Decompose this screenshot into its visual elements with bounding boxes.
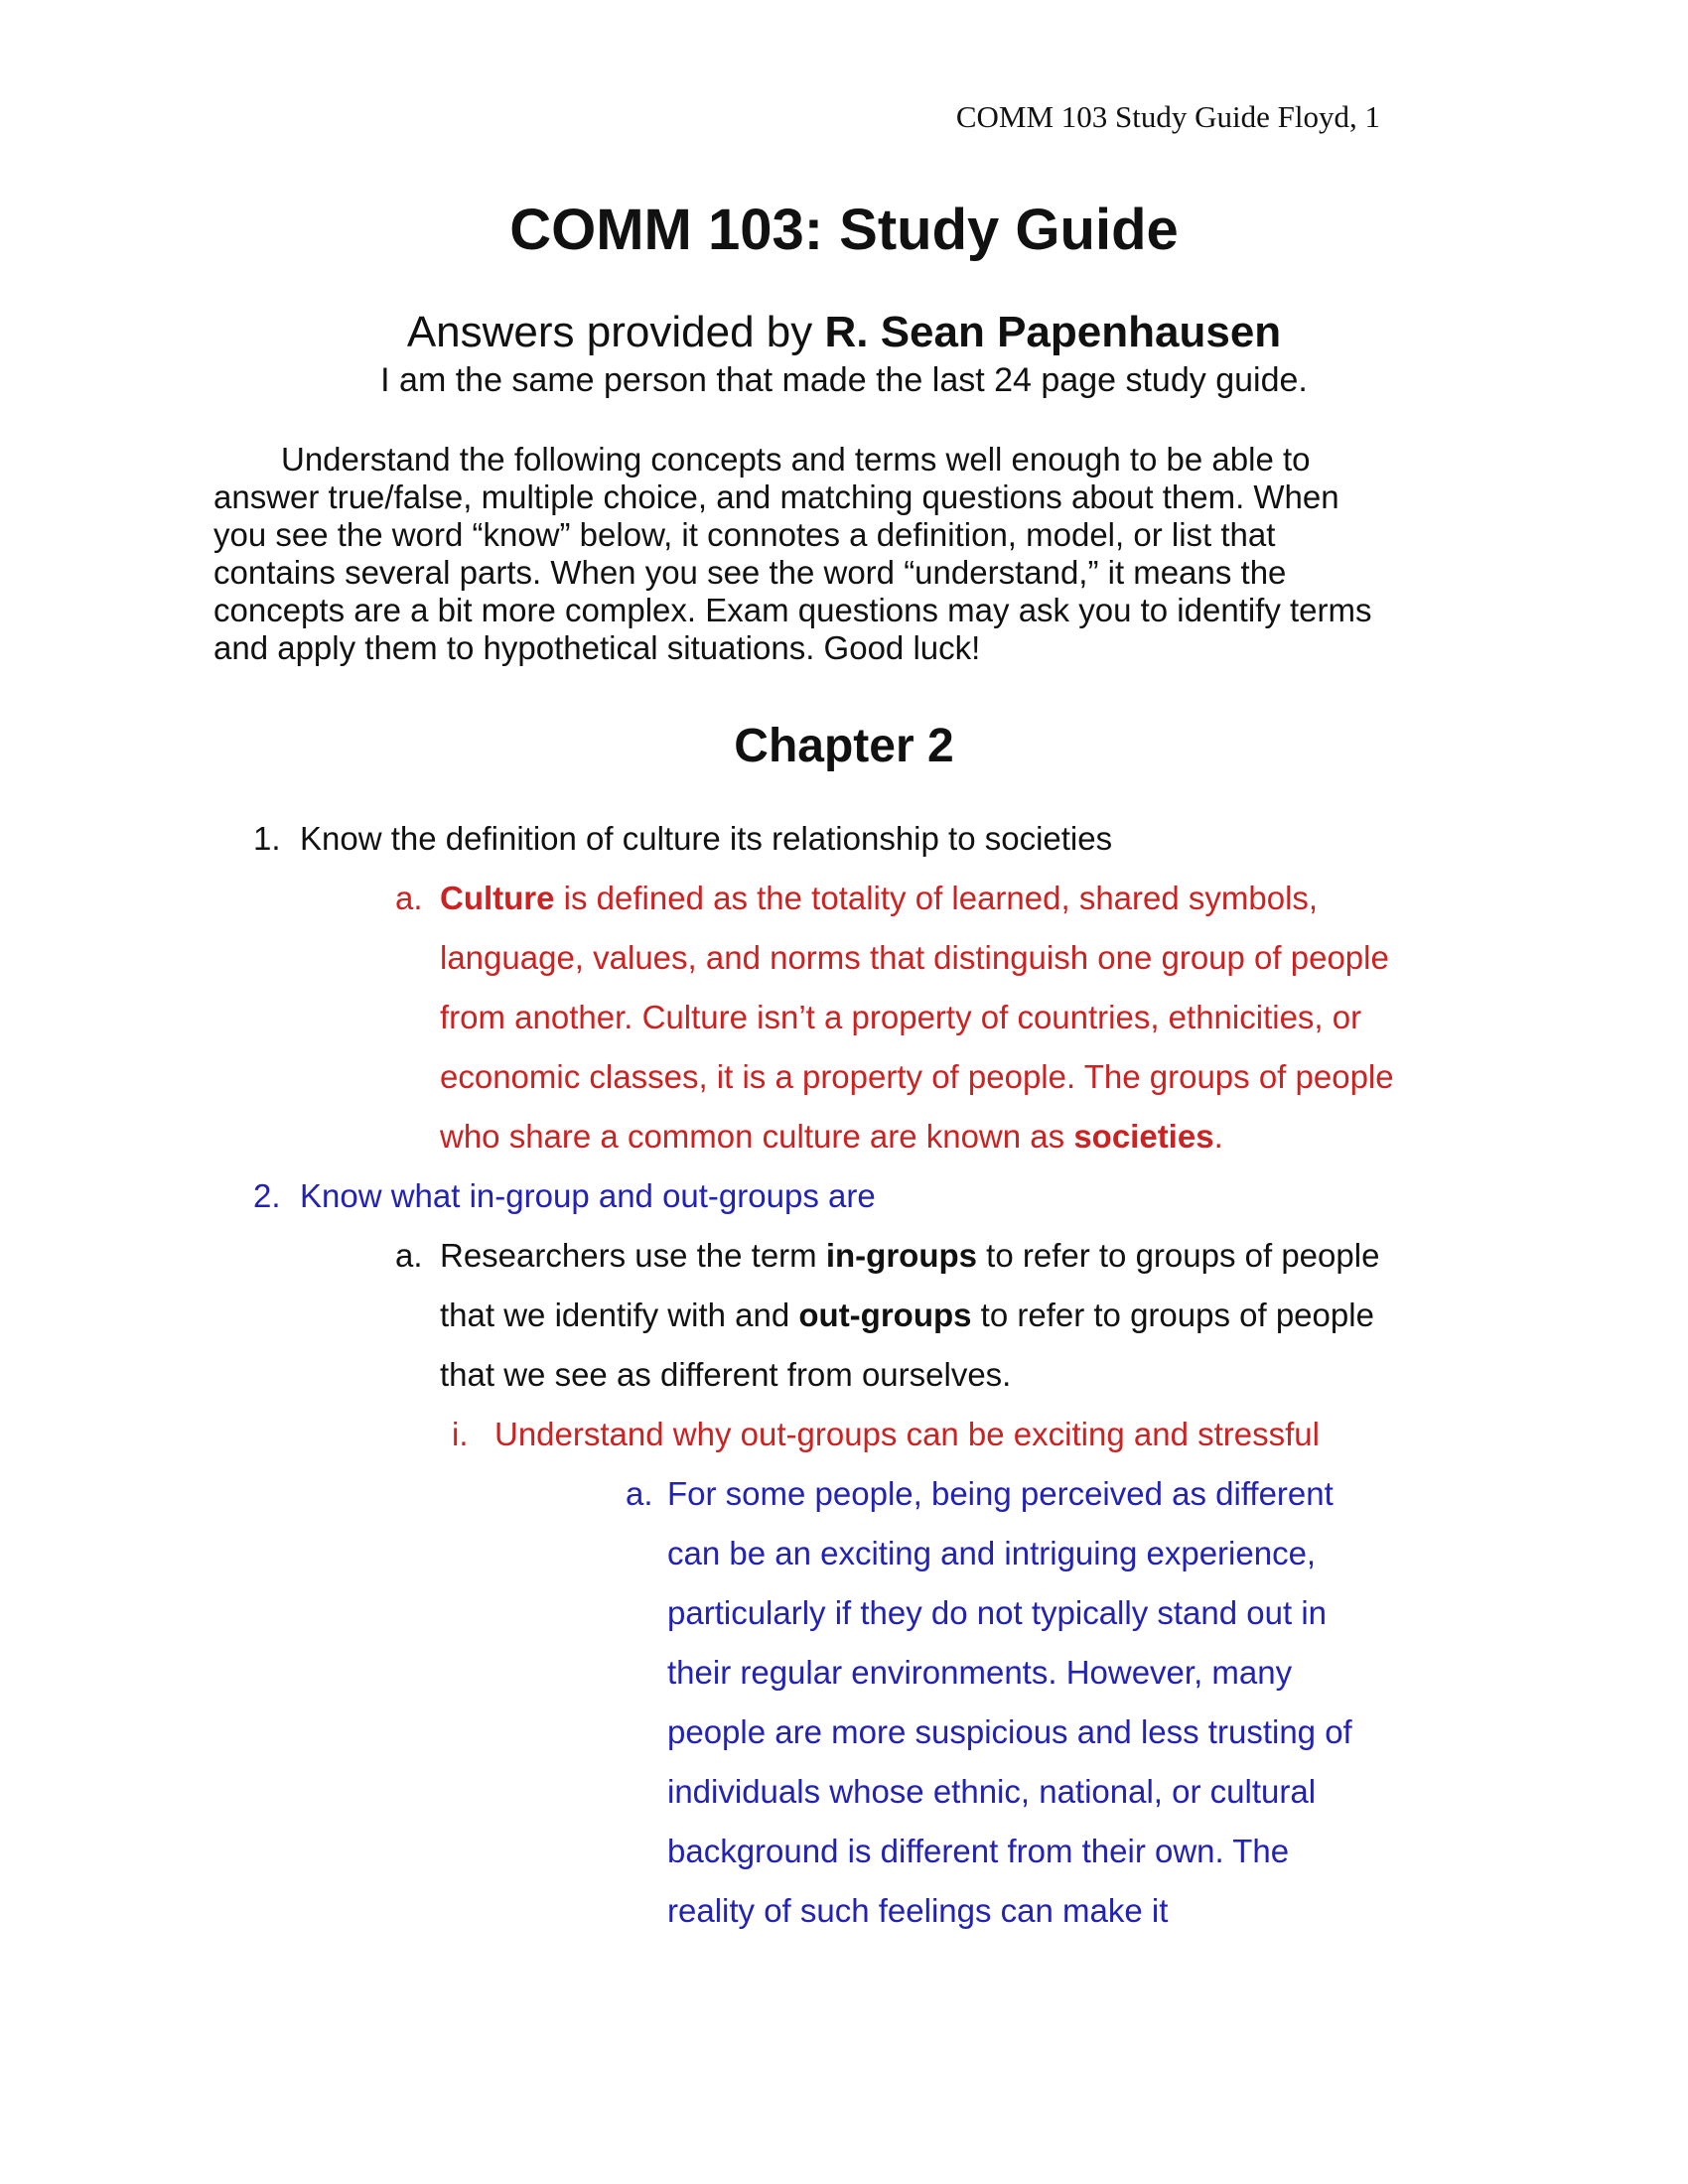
list-item-text: economic classes, it is a property of people. The groups of people	[440, 1058, 1394, 1095]
list-item-text: their regular environments. However, many	[667, 1654, 1293, 1691]
list-item-2a-i-a-continued	[0, 1703, 1688, 1762]
list-item-text-segment: .	[1213, 1118, 1223, 1155]
list-item-text-segment: that we identify with and	[440, 1297, 799, 1333]
subtitle	[0, 308, 1688, 357]
list-item-1a-continued	[0, 1107, 1688, 1166]
term-culture: Culture	[440, 880, 555, 916]
list-marker: 1.	[253, 820, 281, 857]
list-marker: 2.	[253, 1177, 281, 1214]
list-item-1a	[0, 869, 1688, 928]
list-item-text-segment: to refer to groups of people	[977, 1237, 1380, 1274]
list-item-text: Know the definition of culture its relationship to societies	[300, 820, 1113, 857]
list-item-2a	[0, 1226, 1688, 1286]
chapter-heading: Chapter 2	[734, 720, 954, 772]
list-item-1a-continued	[0, 1047, 1688, 1107]
intro-line: you see the word “know” below, it connotes a definition, model, or list that	[213, 516, 1276, 553]
intro-line: and apply them to hypothetical situations. Good luck!	[213, 629, 981, 666]
list-item-text: background is different from their own. The	[667, 1833, 1290, 1869]
intro-line: answer true/false, multiple choice, and matching questions about them. When	[213, 478, 1339, 515]
list-item-2a-continued	[0, 1345, 1688, 1405]
intro-line: contains several parts. When you see the word “understand,” it means the	[213, 554, 1287, 591]
intro-line: concepts are a bit more complex. Exam questions may ask you to identify terms	[213, 592, 1372, 628]
intro-paragraph	[213, 441, 1405, 667]
subtitle-author: R. Sean Papenhausen	[824, 308, 1282, 356]
page-header: COMM 103 Study Guide Floyd, 1	[955, 99, 1380, 134]
list-item-text	[0, 869, 1688, 928]
list-marker: a.	[626, 1475, 653, 1512]
term-in-groups: in-groups	[825, 1237, 977, 1274]
list-item-text-segment: is defined as the totality of learned, shared symbols,	[554, 880, 1319, 916]
list-item-text: For some people, being perceived as different	[667, 1475, 1334, 1512]
list-item-2a-i-a-continued	[0, 1583, 1688, 1643]
chapter-outline	[0, 809, 1688, 1941]
list-marker: a.	[395, 1237, 423, 1274]
list-item-text	[0, 1107, 1688, 1166]
term-out-groups: out-groups	[798, 1297, 972, 1333]
list-item-2a-i	[0, 1405, 1688, 1464]
list-item-text: Understand why out-groups can be exciting and stressful	[494, 1416, 1320, 1452]
list-item-text: can be an exciting and intriguing experience,	[667, 1535, 1317, 1571]
list-item-text-segment: Researchers use the term	[440, 1237, 826, 1274]
list-marker: i.	[452, 1416, 469, 1452]
list-item-2a-continued	[0, 1286, 1688, 1345]
list-item-2	[0, 1166, 1688, 1226]
intro-line: Understand the following concepts and terms well enough to be able to	[281, 441, 1311, 478]
list-item-text: from another. Culture isn’t a property of countries, ethnicities, or	[440, 999, 1362, 1035]
list-item-1	[0, 809, 1688, 869]
list-item-text: people are more suspicious and less trusting of	[667, 1713, 1352, 1750]
subtitle-note: I am the same person that made the last 24 page study guide.	[380, 361, 1308, 399]
list-item-2a-i-a	[0, 1464, 1688, 1524]
list-item-2a-i-a-continued	[0, 1762, 1688, 1822]
term-societies: societies	[1073, 1118, 1214, 1155]
list-item-text	[0, 1226, 1688, 1286]
list-marker: a.	[395, 880, 423, 916]
list-item-2a-i-a-continued	[0, 1822, 1688, 1881]
list-item-text-segment: to refer to groups of people	[971, 1297, 1374, 1333]
list-item-1a-continued	[0, 928, 1688, 988]
list-item-text: language, values, and norms that distinguish one group of people	[440, 939, 1389, 976]
list-item-text: individuals whose ethnic, national, or cultural	[667, 1773, 1317, 1810]
subtitle-prefix: Answers provided by	[406, 308, 825, 356]
list-item-text	[0, 1286, 1688, 1345]
list-item-2a-i-a-continued	[0, 1643, 1688, 1703]
list-item-text: Know what in-group and out-groups are	[300, 1177, 876, 1214]
list-item-text-segment: who share a common culture are known as	[440, 1118, 1074, 1155]
list-item-2a-i-a-continued	[0, 1881, 1688, 1941]
document-title: COMM 103: Study Guide	[509, 198, 1179, 262]
list-item-text: particularly if they do not typically stand out in	[667, 1594, 1328, 1631]
list-item-text: that we see as different from ourselves.	[440, 1356, 1012, 1393]
list-item-text: reality of such feelings can make it	[667, 1892, 1169, 1929]
list-item-1a-continued	[0, 988, 1688, 1047]
list-item-2a-i-a-continued	[0, 1524, 1688, 1583]
